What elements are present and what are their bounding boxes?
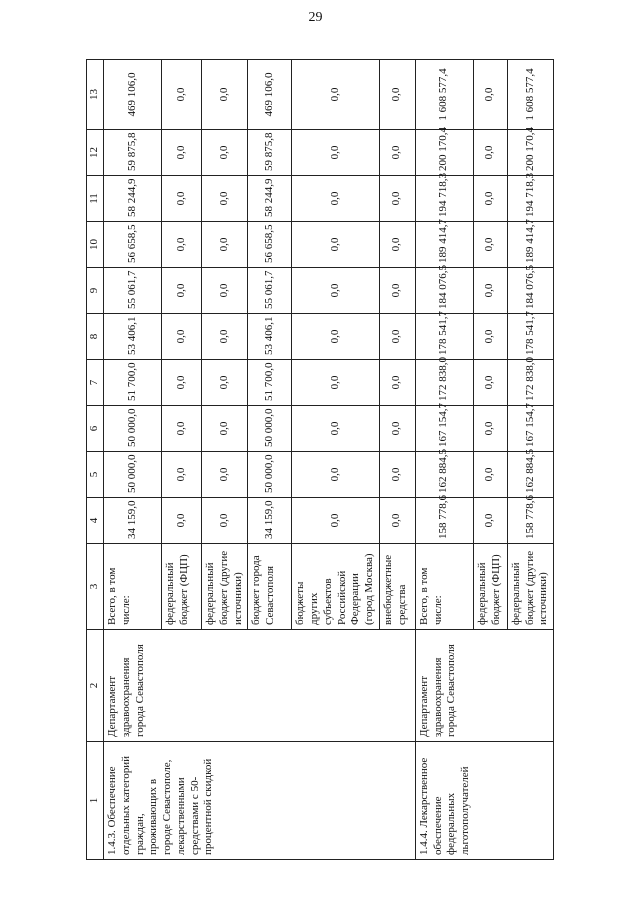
value-cell: 189 414,7: [415, 222, 473, 268]
value-cell: 0,0: [473, 406, 507, 452]
value-cell: 178 541,7: [507, 314, 553, 360]
value-cell: 55 061,7: [248, 268, 292, 314]
value-cell: 0,0: [202, 222, 248, 268]
value-cell: 59 875,8: [104, 130, 162, 176]
value-cell: 0,0: [162, 452, 202, 498]
value-cell: 194 718,3: [507, 176, 553, 222]
column-number: 3: [87, 544, 104, 630]
value-cell: 469 106,0: [104, 60, 162, 130]
value-cell: 0,0: [292, 360, 380, 406]
value-cell: 0,0: [379, 130, 415, 176]
value-cell: 0,0: [292, 60, 380, 130]
rotated-page-content: [86, 60, 554, 860]
value-cell: 0,0: [162, 268, 202, 314]
column-number: 11: [87, 176, 104, 222]
value-cell: 0,0: [473, 222, 507, 268]
value-cell: 469 106,0: [248, 60, 292, 130]
value-cell: 0,0: [292, 406, 380, 452]
value-cell: 0,0: [162, 176, 202, 222]
value-cell: 56 658,5: [248, 222, 292, 268]
value-cell: 0,0: [162, 314, 202, 360]
value-cell: 184 076,5: [415, 268, 473, 314]
measure-name: 1.4.4. Лекарственное обеспечение федеральных льготополучателей: [415, 742, 553, 860]
column-number: 10: [87, 222, 104, 268]
column-number: 7: [87, 360, 104, 406]
column-number: 5: [87, 452, 104, 498]
value-cell: 53 406,1: [104, 314, 162, 360]
value-cell: 0,0: [292, 176, 380, 222]
value-cell: 50 000,0: [104, 452, 162, 498]
value-cell: 172 838,0: [415, 360, 473, 406]
value-cell: 0,0: [379, 406, 415, 452]
executor-name: Департамент здравоохранения города Севастополя: [415, 630, 553, 742]
value-cell: 0,0: [202, 314, 248, 360]
value-cell: 53 406,1: [248, 314, 292, 360]
value-cell: 0,0: [379, 176, 415, 222]
value-cell: 0,0: [162, 406, 202, 452]
funding-source: внебюджетные средства: [379, 544, 415, 630]
value-cell: 0,0: [162, 130, 202, 176]
funding-source: федеральный бюджет (другие источники): [507, 544, 553, 630]
funding-source: бюджет города Севастополя: [248, 544, 292, 630]
value-cell: 0,0: [473, 268, 507, 314]
value-cell: 51 700,0: [104, 360, 162, 406]
value-cell: 59 875,8: [248, 130, 292, 176]
value-cell: 34 159,0: [104, 498, 162, 544]
executor-name: Департамент здравоохранения города Севастополя: [104, 630, 416, 742]
value-cell: 0,0: [292, 314, 380, 360]
column-number: 4: [87, 498, 104, 544]
value-cell: 0,0: [202, 498, 248, 544]
table-row: [415, 60, 473, 860]
value-cell: 0,0: [202, 360, 248, 406]
value-cell: 0,0: [162, 498, 202, 544]
funding-source: федеральный бюджет (другие источники): [202, 544, 248, 630]
value-cell: 0,0: [292, 268, 380, 314]
column-number: 9: [87, 268, 104, 314]
funding-source: Всего, в том числе:: [415, 544, 473, 630]
value-cell: 0,0: [473, 176, 507, 222]
column-number: 2: [87, 630, 104, 742]
value-cell: 0,0: [379, 60, 415, 130]
value-cell: 0,0: [202, 176, 248, 222]
column-number-row: [87, 60, 104, 860]
column-number: 12: [87, 130, 104, 176]
value-cell: 172 838,0: [507, 360, 553, 406]
value-cell: 0,0: [473, 130, 507, 176]
value-cell: 162 884,5: [415, 452, 473, 498]
value-cell: 0,0: [292, 452, 380, 498]
value-cell: 178 541,7: [415, 314, 473, 360]
value-cell: 0,0: [162, 60, 202, 130]
column-number: 8: [87, 314, 104, 360]
value-cell: 0,0: [379, 314, 415, 360]
budget-table: [86, 59, 554, 860]
value-cell: 189 414,7: [507, 222, 553, 268]
value-cell: 0,0: [379, 268, 415, 314]
funding-source: федеральный бюджет (ФЦП): [473, 544, 507, 630]
value-cell: 0,0: [292, 222, 380, 268]
value-cell: 0,0: [292, 498, 380, 544]
value-cell: 0,0: [202, 406, 248, 452]
value-cell: 0,0: [379, 222, 415, 268]
value-cell: 0,0: [202, 130, 248, 176]
value-cell: 0,0: [379, 360, 415, 406]
value-cell: 0,0: [202, 452, 248, 498]
value-cell: 194 718,3: [415, 176, 473, 222]
value-cell: 158 778,6: [415, 498, 473, 544]
value-cell: 0,0: [379, 452, 415, 498]
value-cell: 1 608 577,4: [415, 60, 473, 130]
page-number: 29: [308, 10, 323, 25]
value-cell: 167 154,7: [415, 406, 473, 452]
value-cell: 0,0: [473, 360, 507, 406]
value-cell: 0,0: [162, 222, 202, 268]
value-cell: 0,0: [162, 360, 202, 406]
value-cell: 50 000,0: [248, 452, 292, 498]
value-cell: 0,0: [473, 60, 507, 130]
value-cell: 56 658,5: [104, 222, 162, 268]
value-cell: 0,0: [473, 452, 507, 498]
value-cell: 34 159,0: [248, 498, 292, 544]
value-cell: 51 700,0: [248, 360, 292, 406]
value-cell: 0,0: [379, 498, 415, 544]
value-cell: 184 076,5: [507, 268, 553, 314]
value-cell: 58 244,9: [104, 176, 162, 222]
measure-name: 1.4.3. Обеспечение отдельных категорий граждан, проживающих в городе Севастополе, лекарственными средствами с 50-процентной скидкой: [104, 742, 416, 860]
column-number: 6: [87, 406, 104, 452]
funding-source: бюджеты других субъектов Российской Федерации (город Москва): [292, 544, 380, 630]
funding-source: федеральный бюджет (ФЦП): [162, 544, 202, 630]
value-cell: 200 170,4: [415, 130, 473, 176]
value-cell: 0,0: [202, 268, 248, 314]
value-cell: 0,0: [292, 130, 380, 176]
value-cell: 158 778,6: [507, 498, 553, 544]
value-cell: 55 061,7: [104, 268, 162, 314]
column-number: 13: [87, 60, 104, 130]
value-cell: 1 608 577,4: [507, 60, 553, 130]
column-number: 1: [87, 742, 104, 860]
value-cell: 50 000,0: [104, 406, 162, 452]
value-cell: 0,0: [473, 498, 507, 544]
value-cell: 50 000,0: [248, 406, 292, 452]
value-cell: 0,0: [202, 60, 248, 130]
value-cell: 58 244,9: [248, 176, 292, 222]
value-cell: 167 154,7: [507, 406, 553, 452]
value-cell: 162 884,5: [507, 452, 553, 498]
funding-source: Всего, в том числе:: [104, 544, 162, 630]
value-cell: 0,0: [473, 314, 507, 360]
table-row: [104, 60, 162, 860]
value-cell: 200 170,4: [507, 130, 553, 176]
